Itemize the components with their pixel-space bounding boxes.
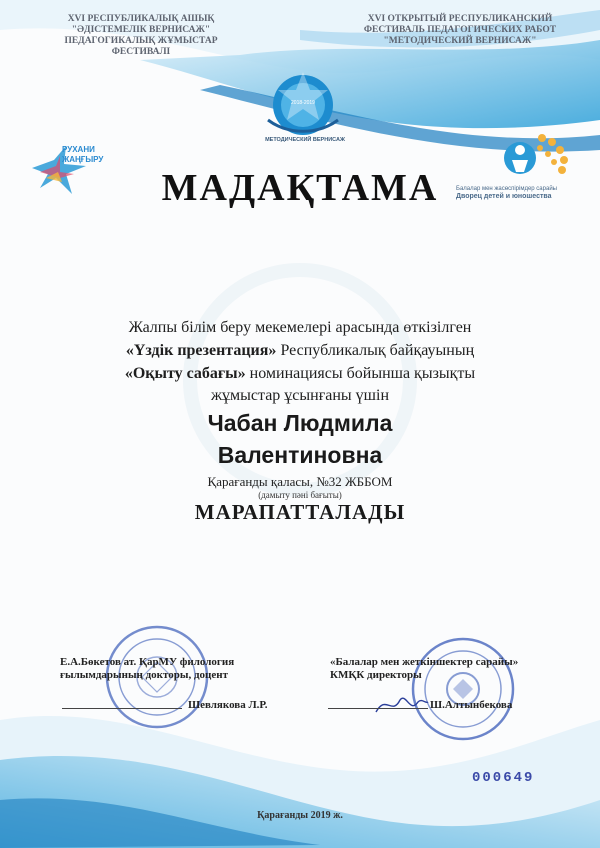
body-line-4: жұмыстар ұсынғаны үшін (210, 387, 390, 404)
header-russian-line1: XVI ОТКРЫТЫЙ РЕСПУБЛИКАНСКИЙ (367, 14, 553, 24)
right-signatory-name: Ш.Алтынбекова (430, 699, 513, 711)
right-stamp (408, 634, 518, 744)
left-signature-line (62, 708, 182, 709)
right-signatory-line2: КМҚК директоры (330, 669, 422, 681)
header-russian (350, 14, 570, 47)
palace-line2: Дворец детей и юношества (456, 193, 552, 200)
emblem-year: 2018-2019 (291, 100, 315, 106)
recipient-place: Қарағанды қаласы, №32 ЖББОМ (207, 474, 393, 489)
left-signatory-name: Шевлякова Л.Р. (188, 699, 268, 711)
body-line-2 (40, 341, 560, 360)
header-kazakh-line3: ПЕДАГОГИКАЛЫҚ ЖҰМЫСТАР ФЕСТИВАЛІ (64, 36, 218, 57)
right-signatory-line1: «Балалар мен жеткіншектер сарайы» (330, 656, 519, 668)
right-signature-line (328, 708, 428, 709)
header-russian-line2: ФЕСТИВАЛЬ ПЕДАГОГИЧЕСКИХ РАБОТ (363, 25, 557, 35)
right-signature-mark (372, 690, 432, 720)
left-signatory-line1: Е.А.Бөкетов ат. ҚарМУ филология (60, 656, 235, 668)
header-kazakh (36, 14, 246, 58)
footer-place-date: Қарағанды 2019 ж. (257, 810, 343, 821)
header-kazakh-line1: XVI РЕСПУБЛИКАЛЫҚ АШЫҚ (67, 14, 215, 24)
nomination-name: «Оқыту сабағы» (124, 365, 246, 382)
body-line-1: Жалпы білім беру мекемелері арасында өткізілген (128, 319, 472, 336)
header-kazakh-line2: "ӘДІСТЕМЕЛІК ВЕРНИСАЖ" (71, 25, 211, 35)
body-line-3-rest: номинациясы бойынша қызықты (245, 365, 476, 382)
palace-line1: Балалар мен жасөспірімдер сарайы (456, 186, 557, 192)
left-signatory-line2: ғылымдарының докторы, доцент (60, 669, 229, 681)
awarded-text: МАРАПАТТАЛАДЫ (194, 500, 406, 524)
header-russian-line3: "МЕТОДИЧЕСКИЙ ВЕРНИСАЖ" (383, 36, 537, 46)
left-signatory-title (60, 656, 290, 682)
body-line-3 (40, 364, 560, 383)
recipient-patronymic: Валентиновна (217, 442, 383, 468)
recipient-name: Чабан Людмила (207, 410, 393, 436)
body-line-2-rest: Республикалық байқауының (276, 342, 475, 359)
contest-name: «Үздік презентация» (125, 342, 277, 359)
rukhani-line2: ЖАҢҒЫРУ (62, 155, 104, 164)
rukhani-zhangyru-text (62, 145, 132, 165)
emblem-caption: МЕТОДИЧЕСКИЙ ВЕРНИСАЖ (265, 137, 345, 143)
recipient-direction: (дамыту пәні бағыты) (258, 490, 342, 500)
serial-number: 000649 (472, 770, 535, 786)
certificate-title: МАДАҚТАМА (161, 167, 439, 209)
right-signatory-title (330, 656, 560, 682)
rukhani-line1: РУХАНИ (62, 145, 95, 154)
